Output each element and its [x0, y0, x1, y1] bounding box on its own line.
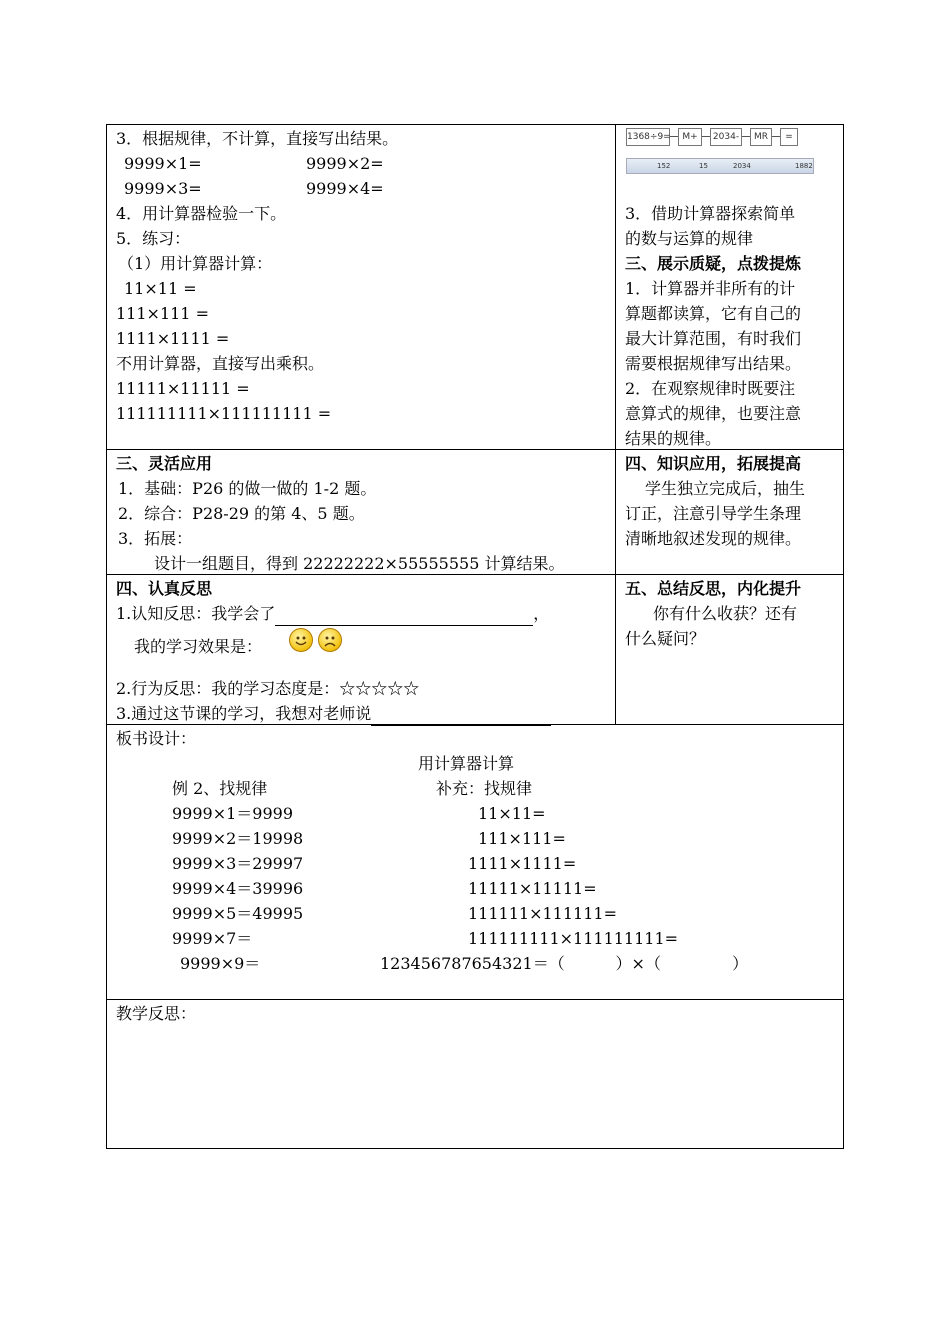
note-text: 什么疑问？	[625, 629, 706, 648]
calc-display-strip	[626, 158, 814, 174]
practice-equation: 11111×11111 =	[116, 379, 250, 398]
board-right-equation: 1111×1111=	[468, 854, 577, 873]
board-left-equation: 9999×7＝	[172, 929, 253, 948]
note-text: 2．在观察规律时既要注	[625, 379, 796, 398]
key-connector	[772, 136, 780, 137]
note-text: 1．计算器并非所有的计	[625, 279, 796, 298]
practice-equation: 1111×1111 =	[116, 329, 230, 348]
key-connector	[702, 136, 710, 137]
practice-equation: 111×111 =	[116, 304, 209, 323]
key-connector	[742, 136, 750, 137]
board-right-equation: 111×111=	[478, 829, 566, 848]
section-heading: 三、灵活应用	[116, 454, 213, 473]
board-left-equation: 9999×3＝29997	[172, 854, 304, 873]
reflection-line	[116, 601, 549, 626]
calc-key: 1368÷9=	[626, 128, 670, 146]
board-design-label: 板书设计：	[116, 729, 197, 748]
task-text: 3．拓展：	[118, 529, 193, 548]
board-left-equation: 9999×2＝19998	[172, 829, 304, 848]
reflection-prefix: 1.认知反思：我学会了	[116, 604, 276, 623]
attitude-rating: 2.行为反思：我的学习态度是：☆☆☆☆☆	[116, 679, 420, 698]
objective-text: 3．借助计算器探索简单	[625, 204, 796, 223]
practice-equation: 111111111×111111111 =	[116, 404, 332, 423]
board-right-equation: 111111×111111=	[468, 904, 617, 923]
board-title: 用计算器计算	[418, 754, 515, 773]
effect-label: 我的学习效果是：	[134, 637, 263, 656]
reflection-suffix: ，	[533, 604, 550, 623]
key-connector	[670, 136, 678, 137]
board-right-equation: 11111×11111=	[468, 879, 597, 898]
note-text: 清晰地叙述发现的规律。	[625, 529, 802, 548]
board-final-equation: 123456787654321＝（ ）×（ ）	[380, 954, 749, 973]
equation: 9999×2=	[306, 154, 384, 173]
note-text: 结果的规律。	[625, 429, 722, 448]
board-left-equation: 9999×5＝49995	[172, 904, 304, 923]
exercise-1-text: （1）用计算器计算：	[118, 254, 273, 273]
equation: 9999×1=	[124, 154, 202, 173]
display-value: 2034	[733, 162, 751, 170]
row-divider	[106, 999, 844, 1000]
board-right-heading: 补充：找规律	[436, 779, 533, 798]
note-text: 需要根据规律写出结果。	[625, 354, 802, 373]
board-left-equation: 9999×4＝39996	[172, 879, 304, 898]
display-value: 152	[657, 162, 671, 170]
task-text: 设计一组题目，得到 22222222×55555555 计算结果。	[154, 554, 565, 573]
board-left-equation: 9999×1＝9999	[172, 804, 294, 823]
calc-key: 2034-	[710, 128, 742, 146]
calc-key: =	[780, 128, 798, 146]
instruction-text: 不用计算器，直接写出乘积。	[116, 354, 325, 373]
step-3-text: 3．根据规律，不计算，直接写出结果。	[116, 129, 399, 148]
row-divider	[106, 449, 844, 450]
objective-text: 的数与运算的规律	[625, 229, 754, 248]
section-heading: 四、认真反思	[116, 579, 213, 598]
calculator-sequence-image	[626, 128, 822, 176]
practice-equation: 11×11 =	[124, 279, 197, 298]
section-heading: 三、展示质疑，点拨提炼	[625, 254, 802, 273]
calc-key: M+	[678, 128, 702, 146]
section-heading: 五、总结反思，内化提升	[625, 579, 802, 598]
note-text: 你有什么收获？还有	[653, 604, 798, 623]
step-4-text: 4．用计算器检验一下。	[116, 204, 287, 223]
teacher-message-line	[116, 701, 551, 726]
note-text: 学生独立完成后，抽生	[645, 479, 806, 498]
step-5-text: 5．练习：	[116, 229, 191, 248]
blank-line	[371, 707, 551, 726]
board-right-equation: 111111111×111111111=	[468, 929, 679, 948]
equation: 9999×4=	[306, 179, 384, 198]
task-text: 1．基础：P26 的做一做的 1-2 题。	[118, 479, 377, 498]
section-heading: 四、知识应用，拓展提高	[625, 454, 802, 473]
calc-key: MR	[750, 128, 772, 146]
display-value: 15	[699, 162, 708, 170]
board-left-heading: 例 2、找规律	[172, 779, 268, 798]
note-text: 最大计算范围，有时我们	[625, 329, 802, 348]
display-value: 1882	[795, 162, 813, 170]
sad-face-icon	[318, 628, 342, 652]
column-divider	[615, 124, 616, 724]
task-text: 2．综合：P28-29 的第 4、5 题。	[118, 504, 365, 523]
note-text: 意算式的规律，也要注意	[625, 404, 802, 423]
message-prefix: 3.通过这节课的学习，我想对老师说	[116, 704, 372, 723]
note-text: 订正，注意引导学生条理	[625, 504, 802, 523]
blank-line	[275, 607, 533, 626]
teaching-reflection-label: 教学反思：	[116, 1004, 197, 1023]
note-text: 算题都读算，它有自己的	[625, 304, 802, 323]
equation: 9999×3=	[124, 179, 202, 198]
board-right-equation: 11×11=	[478, 804, 546, 823]
board-left-equation: 9999×9＝	[180, 954, 261, 973]
smiley-face-icon	[289, 628, 313, 652]
